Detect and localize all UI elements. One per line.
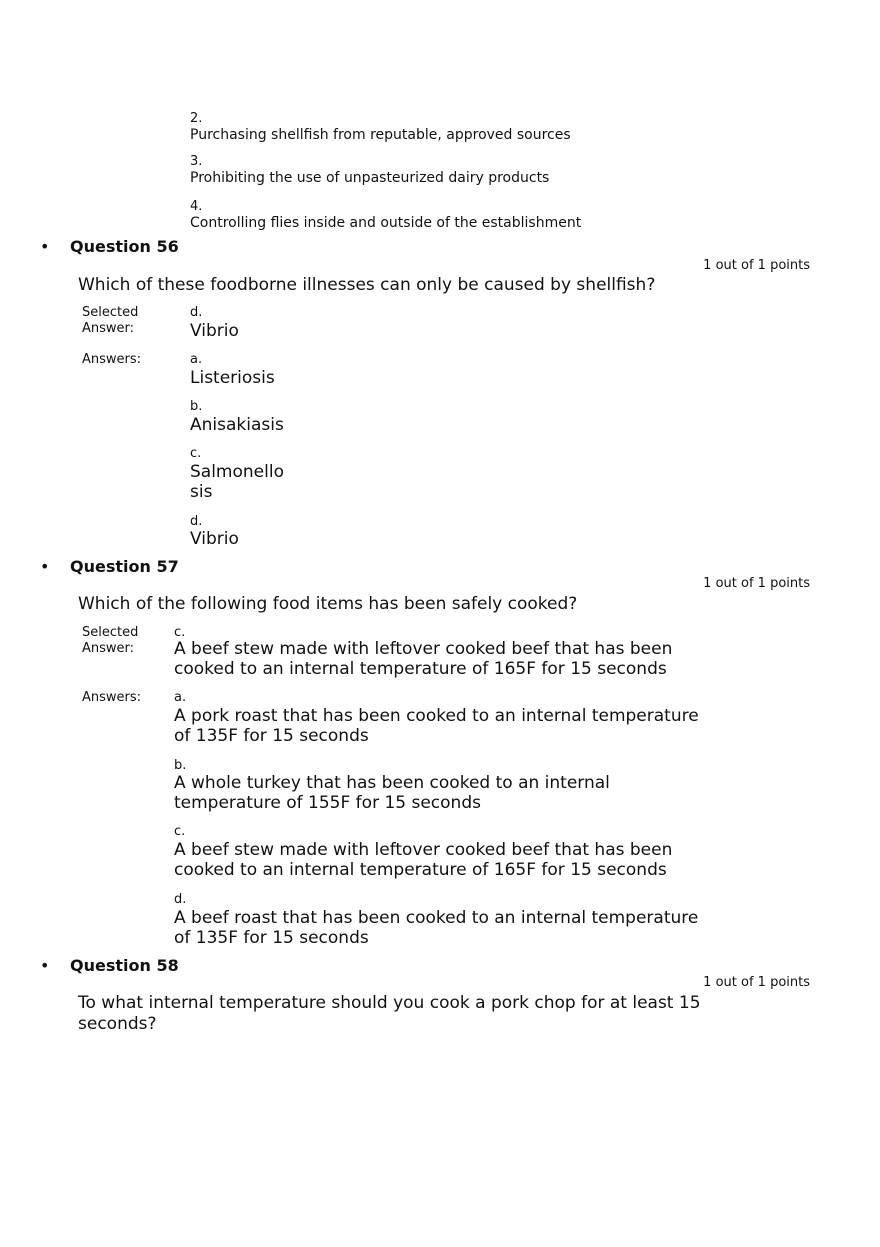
answer-a-text: A pork roast that has been cooked to an internal temperature of 135F for 15 seconds bbox=[174, 706, 699, 746]
selected-answer-letter: c. bbox=[174, 625, 186, 640]
answer-d-letter: d. bbox=[190, 514, 203, 529]
prev-answer-4-text: Controlling flies inside and outside of the establishment bbox=[190, 215, 582, 231]
bullet-icon: • bbox=[40, 557, 50, 576]
question-title: Question 56 bbox=[70, 237, 179, 256]
prev-answer-3-letter: 3. bbox=[190, 154, 203, 169]
answer-c-letter: c. bbox=[190, 446, 202, 461]
answer-d-text: Vibrio bbox=[190, 529, 239, 549]
prev-answer-4-letter: 4. bbox=[190, 199, 203, 214]
answer-a-text: Listeriosis bbox=[190, 368, 275, 388]
bullet-icon: • bbox=[40, 956, 50, 975]
answer-b-letter: b. bbox=[190, 399, 203, 414]
bullet-icon: • bbox=[40, 237, 50, 256]
answers-label: Answers: bbox=[82, 690, 142, 705]
prev-answer-3-text: Prohibiting the use of unpasteurized dairy products bbox=[190, 170, 550, 186]
question-text: To what internal temperature should you cook a pork chop for at least 15 seconds? bbox=[78, 993, 701, 1034]
answer-d-letter: d. bbox=[174, 892, 187, 907]
selected-answer-text: A beef stew made with leftover cooked beef that has been cooked to an internal temperature of 165F for 15 seconds bbox=[174, 639, 673, 679]
prev-answer-2-text: Purchasing shellfish from reputable, approved sources bbox=[190, 127, 571, 143]
question-text: Which of these foodborne illnesses can only be caused by shellfish? bbox=[78, 275, 656, 295]
answer-a-letter: a. bbox=[190, 352, 203, 367]
answer-b-letter: b. bbox=[174, 758, 187, 773]
selected-answer-letter: d. bbox=[190, 305, 203, 320]
answer-b-text: A whole turkey that has been cooked to an internal temperature of 155F for 15 seconds bbox=[174, 773, 610, 813]
answers-label: Answers: bbox=[82, 352, 142, 367]
answer-c-letter: c. bbox=[174, 824, 186, 839]
selected-answer-label: Selected Answer: bbox=[82, 625, 139, 656]
question-title: Question 58 bbox=[70, 956, 179, 975]
answer-d-text: A beef roast that has been cooked to an internal temperature of 135F for 15 seconds bbox=[174, 908, 699, 948]
question-points: 1 out of 1 points bbox=[703, 258, 810, 273]
answer-a-letter: a. bbox=[174, 690, 187, 705]
question-text: Which of the following food items has been safely cooked? bbox=[78, 594, 578, 614]
question-points: 1 out of 1 points bbox=[703, 576, 810, 591]
question-points: 1 out of 1 points bbox=[703, 975, 810, 990]
selected-answer-text: Vibrio bbox=[190, 321, 239, 341]
question-title: Question 57 bbox=[70, 557, 179, 576]
selected-answer-label: Selected Answer: bbox=[82, 305, 139, 336]
answer-c-text: A beef stew made with leftover cooked beef that has been cooked to an internal temperature of 165F for 15 seconds bbox=[174, 840, 673, 880]
answer-c-text: Salmonellosis bbox=[190, 462, 284, 502]
prev-answer-2-letter: 2. bbox=[190, 111, 203, 126]
answer-b-text: Anisakiasis bbox=[190, 415, 284, 435]
